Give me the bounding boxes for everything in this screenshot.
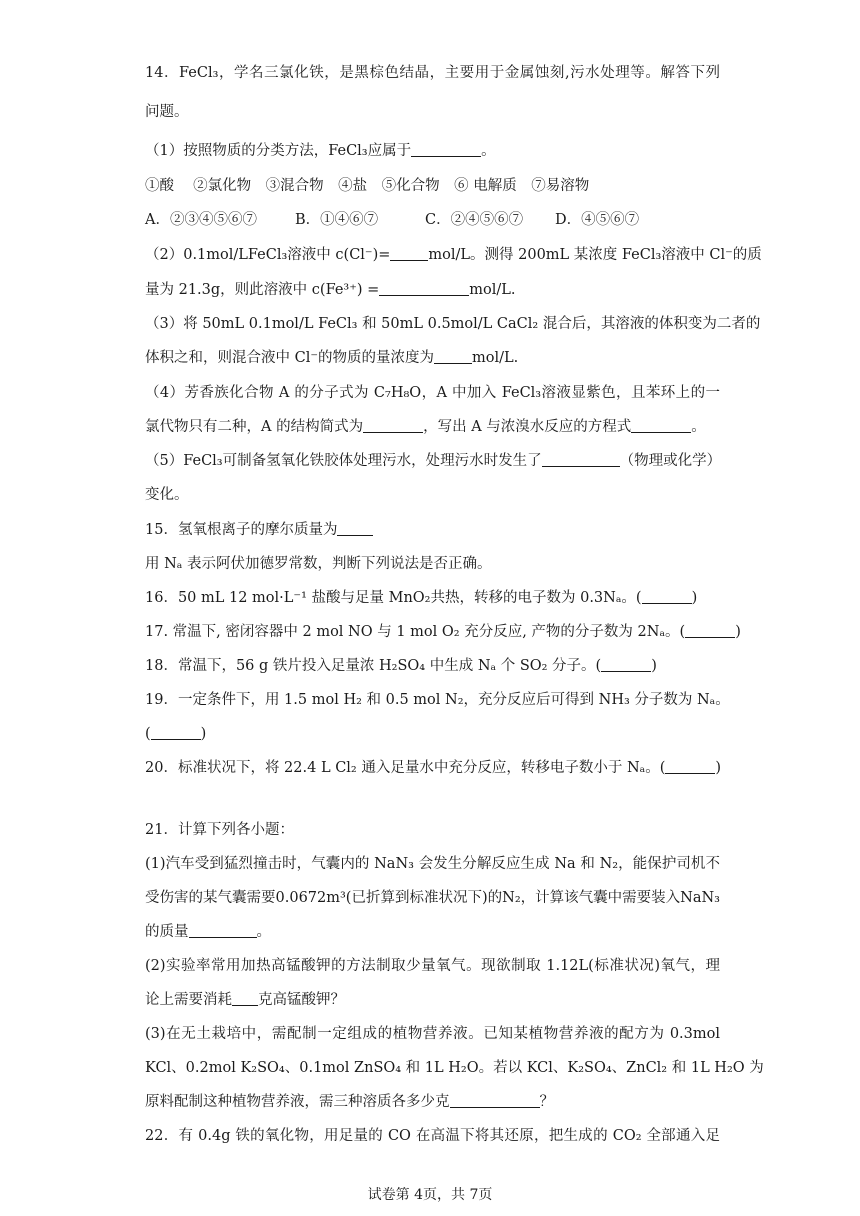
answer-blank[interactable] (232, 991, 258, 1006)
q14-part-3-line-2 (145, 348, 720, 368)
q14-part-2-text-b: mol/L。测得 200mL 某浓度 FeCl₃溶液中 Cl⁻的质 (428, 247, 762, 263)
q14-part-5-line-2: 变化。 (145, 487, 189, 503)
close-paren: ) (200, 726, 207, 742)
answer-blank[interactable] (542, 452, 620, 467)
answer-blank[interactable] (601, 657, 651, 672)
q14-options (145, 210, 720, 230)
q14-part-4-line-2 (145, 417, 720, 437)
answer-blank[interactable] (411, 142, 481, 157)
q16-line (145, 588, 720, 608)
q18-line (145, 656, 720, 676)
answer-blank[interactable] (363, 418, 423, 433)
q14-part-5-line-1 (145, 451, 720, 471)
answer-blank[interactable] (665, 759, 715, 774)
q14-part-5-text-b: （物理或化学） (619, 453, 722, 469)
q21-sub-1-line-2: 受伤害的某气囊需要0.0672m³(已折算到标准状况下)的N₂，计算该气囊中需要装入NaN₃ (145, 890, 720, 906)
q19-line-2 (145, 724, 720, 744)
q15-line (145, 520, 720, 540)
answer-blank[interactable] (337, 521, 373, 536)
q21-sub-1-line-3 (145, 922, 720, 942)
q17-line (145, 622, 741, 642)
q21-sub-2-line-1: (2)实验率常用加热高锰酸钾的方法制取少量氧气。现欲制取 1.12L(标准状况)氧气，理 (145, 958, 720, 974)
q21-sub-3-line-3 (145, 1092, 720, 1112)
q21-sub-1-text-c: 的质量 (145, 924, 189, 940)
q19-line-1: 19．一定条件下，用 1.5 mol H₂ 和 0.5 mol N₂，充分反应后可得到 NH₃ 分子数为 Nₐ。 (145, 692, 730, 708)
option-c: C．②④⑤⑥⑦ (425, 212, 524, 228)
q16-text: 16．50 mL 12 mol·L⁻¹ 盐酸与足量 MnO₂共热，转移的电子数为 0.3Nₐ。( (145, 590, 642, 606)
q14-part-4-text-c: ，写出 A 与浓溴水反应的方程式 (423, 419, 632, 435)
q14-part-1-text: （1）按照物质的分类方法，FeCl₃应属于 (145, 143, 412, 159)
option-d: D．④⑤⑥⑦ (555, 212, 640, 228)
q21-sub-2-text-b: 论上需要消耗 (145, 992, 232, 1008)
q14-part-2-text-c: 量为 21.3g，则此溶液中 c(Fe³⁺) = (145, 282, 380, 298)
q22-line-1: 22．有 0.4g 铁的氧化物，用足量的 CO 在高温下将其还原，把生成的 CO₂ 全部通入足 (145, 1128, 720, 1144)
q14-part-2-line-2 (145, 280, 720, 300)
answer-blank[interactable] (390, 246, 428, 261)
answer-blank[interactable] (642, 589, 692, 604)
q21-sub-2-text-c: 克高锰酸钾？ (258, 992, 345, 1008)
page-footer: 试卷第 4页，共 7页 (367, 1187, 493, 1203)
q14-part-4-text-d: 。 (691, 419, 706, 435)
q14-part-4-line-1: （4）芳香族化合物 A 的分子式为 C₇H₈O，A 中加入 FeCl₃溶液显紫色，且苯环上的一 (145, 385, 720, 401)
q14-intro-line-2: 问题。 (145, 104, 189, 120)
q14-part-2-text-a: （2）0.1mol/LFeCl₃溶液中 c(Cl⁻)= (145, 247, 391, 263)
answer-blank[interactable] (189, 923, 257, 938)
q21-sub-3-line-2: KCl、0.2mol K₂SO₄、0.1mol ZnSO₄ 和 1L H₂O。若以 KCl、K₂SO₄、ZnCl₂ 和 1L H₂O 为 (145, 1060, 764, 1076)
q21-sub-3-text-d: ？ (539, 1094, 554, 1110)
answer-blank[interactable] (685, 623, 735, 638)
q21-sub-3-text-c: 原料配制这种植物营养液，需三种溶质各多少克 (145, 1094, 450, 1110)
q14-items: ①酸 ②氯化物 ③混合物 ④盐 ⑤化合物 ⑥ 电解质 ⑦易溶物 (145, 178, 590, 194)
q14-part-1-end: 。 (481, 143, 496, 159)
answer-blank[interactable] (450, 1093, 540, 1108)
q14-part-3-text-b: 体积之和，则混合液中 Cl⁻的物质的量浓度为 (145, 350, 434, 366)
option-b: B．①④⑥⑦ (295, 212, 379, 228)
answer-blank[interactable] (631, 418, 691, 433)
q19-open-paren: ( (145, 726, 151, 742)
q14-part-3-line-1: （3）将 50mL 0.1mol/L FeCl₃ 和 50mL 0.5mol/L CaCl₂ 混合后，其溶液的体积变为二者的 (145, 316, 761, 332)
q14-part-2-line-1 (145, 245, 762, 265)
q21-sub-1-text-d: 。 (256, 924, 271, 940)
option-a: A．②③④⑤⑥⑦ (145, 212, 257, 228)
q20-text: 20．标准状况下，将 22.4 L Cl₂ 通入足量水中充分反应，转移电子数小于 Nₐ。( (145, 760, 666, 776)
q21-title: 21．计算下列各小题： (145, 822, 294, 838)
answer-blank[interactable] (379, 281, 469, 296)
close-paren: ) (651, 658, 657, 674)
q21-sub-2-line-2 (145, 990, 720, 1010)
close-paren: ) (691, 590, 698, 606)
q14-part-4-text-b: 氯代物只有二种，A 的结构简式为 (145, 419, 364, 435)
q18-text: 18．常温下，56 g 铁片投入足量浓 H₂SO₄ 中生成 Nₐ 个 SO₂ 分子。( (145, 658, 602, 674)
judge-intro: 用 Nₐ 表示阿伏加德罗常数，判断下列说法是否正确。 (145, 556, 492, 572)
answer-blank[interactable] (151, 725, 201, 740)
q14-intro-line-1: 14．FeCl₃，学名三氯化铁，是黑棕色结晶，主要用于金属蚀刻,污水处理等。解答下列 (145, 65, 720, 81)
q17-text: 17. 常温下, 密闭容器中 2 mol NO 与 1 mol O₂ 充分反应, 产物的分子数为 2Nₐ。( (145, 624, 686, 640)
q20-line (145, 758, 720, 778)
close-paren: ) (735, 624, 741, 640)
q21-sub-1-line-1: (1)汽车受到猛烈撞击时，气囊内的 NaN₃ 会发生分解反应生成 Na 和 N₂，能保护司机不 (145, 856, 720, 872)
q14-part-3-text-c: mol/L. (472, 350, 519, 366)
q14-part-1 (145, 141, 720, 161)
close-paren: ) (715, 760, 722, 776)
q14-part-5-text-a: （5）FeCl₃可制备氢氧化铁胶体处理污水，处理污水时发生了 (145, 453, 542, 469)
q21-sub-3-line-1: (3)在无土栽培中，需配制一定组成的植物营养液。已知某植物营养液的配方为 0.3mol (145, 1026, 720, 1042)
answer-blank[interactable] (434, 349, 472, 364)
q14-part-2-text-d: mol/L. (469, 282, 516, 298)
q15-text: 15．氢氧根离子的摩尔质量为 (145, 522, 338, 538)
